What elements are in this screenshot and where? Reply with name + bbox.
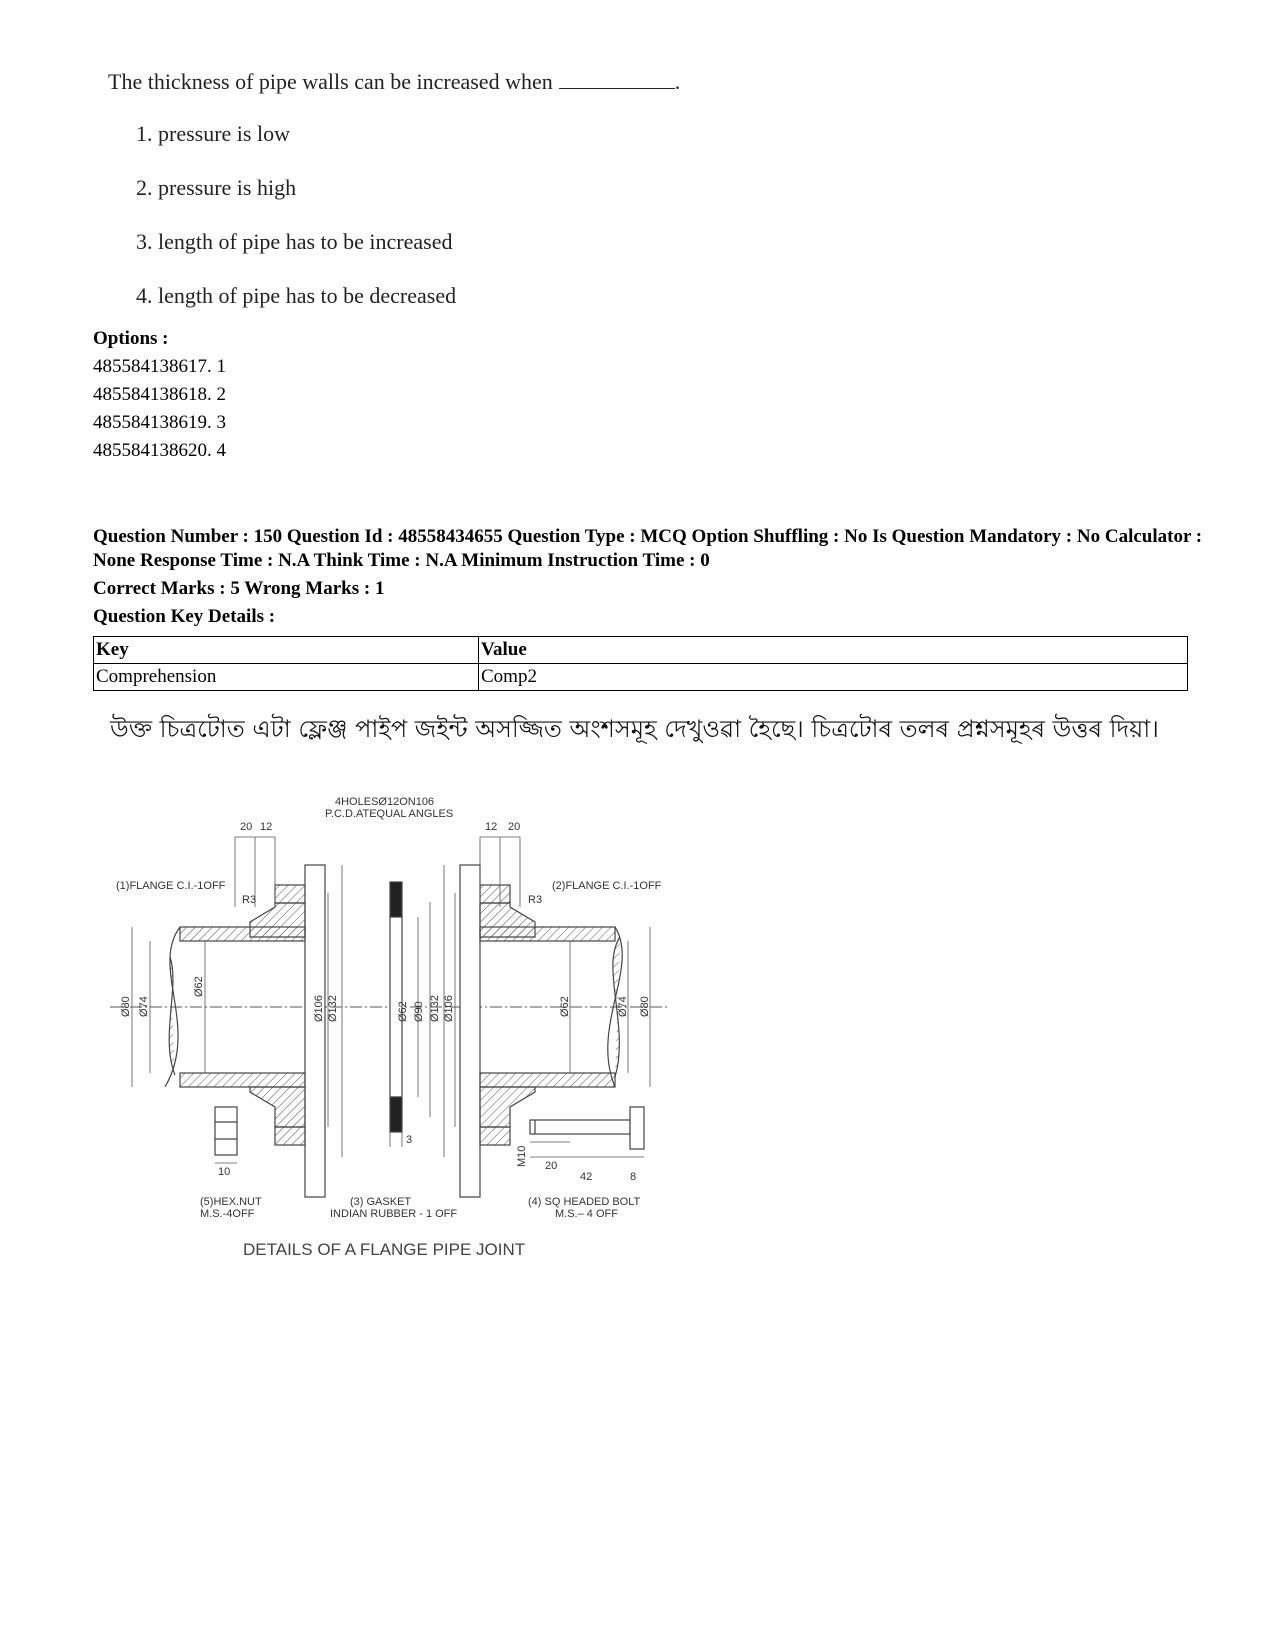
dim-12-right: 12 (485, 821, 498, 833)
flange-right-label: (2)FLANGE C.I.-1OFF (552, 880, 662, 892)
dim-42: 42 (580, 1171, 593, 1183)
question-choices (136, 120, 728, 336)
question-choice: 2. pressure is high (136, 175, 297, 200)
dim-3: 3 (406, 1134, 413, 1146)
dim-m10: M10 (516, 1145, 528, 1167)
dia-80-right: Ø80 (639, 996, 651, 1017)
drawing-title: DETAILS OF A FLANGE PIPE JOINT (243, 1240, 526, 1259)
options-heading: Options : (93, 328, 169, 349)
dim-8: 8 (630, 1171, 637, 1183)
square-headed-bolt (530, 1107, 644, 1149)
marks-line: Correct Marks : 5 Wrong Marks : 1 (93, 578, 385, 599)
question-stem (108, 68, 728, 96)
question-meta (93, 525, 1203, 629)
answer-blank (559, 68, 675, 89)
nut-label-1: (5)HEX.NUT (200, 1196, 262, 1208)
radius-right: R3 (528, 894, 543, 906)
comprehension-text: উক্ত চিত্ৰটোত এটা ফ্লেঞ্জ পাইপ জইন্ট অসজ্জিত অংশসমূহ দেখুওৱা হৈছে। চিত্ৰটোৰ তলৰ প্ৰশ্নসমূহৰ উত্তৰ দিয়া। (110, 715, 1159, 743)
option-item: 485584138618. 2 (93, 384, 226, 405)
key-table (93, 636, 1188, 691)
bolt-label-1: (4) SQ HEADED BOLT (528, 1196, 641, 1208)
question-stem-text: The thickness of pipe walls can be increased when (108, 69, 553, 94)
nut-label-2: M.S.-4OFF (200, 1208, 255, 1220)
flange-joint-drawing (110, 792, 770, 1272)
dia-80-left: Ø80 (120, 996, 132, 1017)
question-meta-line: Question Number : 150 Question Id : 48558434655 Question Type : MCQ Option Shuffling : No Is Question Mandatory : No Calculator : None Response Time : N.A Think Time : N.A Minimum Instruction Time : 0 (93, 526, 1203, 571)
dia-106-left: Ø106 (313, 995, 325, 1022)
dia-106-right: Ø106 (443, 995, 455, 1022)
question-image (108, 68, 728, 336)
table-header-cell: Key (94, 637, 479, 664)
drawing-labels (116, 796, 662, 1220)
table-header-row (94, 637, 1188, 664)
flange-left-label: (1)FLANGE C.I.-1OFF (116, 880, 226, 892)
dia-132-gasket: Ø132 (429, 995, 441, 1022)
option-item: 485584138620. 4 (93, 440, 226, 461)
dia-62-left: Ø62 (193, 976, 205, 997)
key-details-heading: Question Key Details : (93, 606, 276, 627)
bolt-label-2: M.S.– 4 OFF (555, 1208, 618, 1220)
table-header-cell: Value (479, 637, 1188, 664)
dim-10: 10 (218, 1166, 231, 1178)
dia-74-left: Ø74 (138, 996, 150, 1017)
question-choice: 1. pressure is low (136, 121, 290, 146)
radius-left: R3 (242, 894, 257, 906)
gasket-label-2: INDIAN RUBBER - 1 OFF (330, 1208, 458, 1220)
hex-nut (215, 1107, 237, 1155)
question-choice: 3. length of pipe has to be increased (136, 229, 453, 254)
table-row (94, 664, 1188, 691)
dim-12-left: 12 (260, 821, 273, 833)
option-item: 485584138617. 1 (93, 356, 226, 377)
question-choice: 4. length of pipe has to be decreased (136, 283, 457, 308)
table-cell: Comp2 (479, 664, 1188, 691)
dia-132-left: Ø132 (327, 995, 339, 1022)
dia-74-right: Ø74 (617, 996, 629, 1017)
dia-62-gasket: Ø62 (397, 1001, 409, 1022)
gasket-label-1: (3) GASKET (350, 1196, 412, 1208)
left-flange (165, 865, 325, 1197)
options-block (93, 325, 226, 465)
right-flange (460, 865, 622, 1197)
holes-note-2: P.C.D.ATEQUAL ANGLES (325, 808, 454, 820)
dim-20-right: 20 (508, 821, 521, 833)
dia-62-right: Ø62 (559, 996, 571, 1017)
dia-90-gasket: Ø90 (413, 1001, 425, 1022)
dim-20-bolt: 20 (545, 1160, 558, 1172)
table-cell: Comprehension (94, 664, 479, 691)
question-stem-end: . (674, 69, 681, 94)
dim-20-left: 20 (240, 821, 253, 833)
holes-note-1: 4HOLESØ12ON106 (335, 796, 435, 808)
option-item: 485584138619. 3 (93, 412, 226, 433)
